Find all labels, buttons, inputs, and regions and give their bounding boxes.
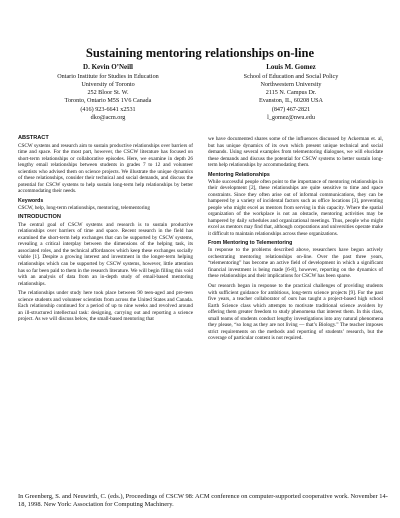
author-name: Louis M. Gomez xyxy=(266,63,316,71)
telementoring-paragraph-1: In response to the problems described above, researchers have begun actively orchestrating mentoring relationships on-line. Over the past three years, “telementoring” has become an active field of development in which a significant financial investment is being made [6-8], however, reporting on the dynamics of these relationships and their implications for CSCW has been sparse. xyxy=(208,247,383,280)
introduction-paragraph-1: The central goal of CSCW systems and research is to sustain productive relationships over barriers of time and space. Recent research in the field has examined the short-term help exchanges that can be supported by CSCW systems, revealing a critical interplay between the dimensions of the helping task, its associated roles, and the technical affordances which keep these exchanges socially viable [1]. Despite a growing interest and investment in the longer-term helping relationships which can be supported by CSCW systems, however, little attention has so far been paid to them in the research literature. We will begin filling this void with an analysis of data from an in-depth study of email-based mentoring relationships. xyxy=(18,221,193,287)
author-email: l_gomez@nwu.edu xyxy=(267,114,315,121)
author-street: 252 Bloor St. W. xyxy=(87,90,129,97)
author-email: dko@acm.org xyxy=(90,114,126,121)
telementoring-heading: From Mentoring to Telementoring xyxy=(208,240,293,247)
paper-title: Sustaining mentoring relationships on-line xyxy=(85,46,315,60)
keywords-heading: Keywords xyxy=(18,197,44,204)
author-phone: (416) 923-6641 x2531 xyxy=(80,106,136,113)
author-city: Evanston, IL, 60208 USA xyxy=(259,98,323,105)
mentoring-relationships-heading: Mentoring Relationships xyxy=(208,171,270,178)
right-column xyxy=(208,136,383,345)
introduction-heading: INTRODUCTION xyxy=(18,214,61,221)
author-street: 2115 N. Campus Dr. xyxy=(265,90,317,97)
author-2 xyxy=(201,63,381,122)
abstract-heading: ABSTRACT xyxy=(18,135,49,141)
author-1 xyxy=(18,63,198,122)
author-affiliation: School of Education and Social Policy xyxy=(243,73,339,80)
telementoring-paragraph-2: Our research began in response to the practical challenges of providing students with sufficient guidance for ambitious, long-term science projects [9]. For the past five years, a teacher collaborator of ours has taught a project-based high school Earth Science class which attempts to motivate traditional science avoiders by offering them greater freedom to study phenomena that interest them. In this class, small teams of students conduct lengthy investigations into any natural phenomena they please, “so long as they are not living — that’s Biology.” The teacher imposes strict requirements on the methods and reporting of students’ research, but the coverage of particular content is not required. xyxy=(208,282,383,342)
author-affiliation: Ontario Institute for Studies in Education xyxy=(57,73,159,80)
author-name: D. Kevin O’Neill xyxy=(83,63,133,71)
left-column xyxy=(18,135,193,326)
proceedings-footer: In Greenberg, S. and Neuwirth, C. (eds.), Proceedings of CSCW 98: ACM conference on computer-supported cooperative work. November 14-18, 1998. New York: Association for Computing Machinery. xyxy=(18,493,388,509)
introduction-paragraph-2: The relationships under study here took place between 90 teen-aged and pre-teen science students and volunteer scientists from across the United States and Canada. Each relationship continued for a period of up to nine weeks and revolved around an ill-structured intellectual task: designing, carrying out and reporting a science project. As we will discuss below, the small-based mentoring that xyxy=(18,290,193,323)
author-university: Northwestern University xyxy=(260,82,322,88)
author-phone: (847) 467-2821 xyxy=(271,106,311,113)
author-university: University of Toronto xyxy=(81,82,135,88)
mentoring-relationships-paragraph: While successful people often point to the importance of mentoring relationships in their development [2], these relationships are quite sensitive to time and space constraints. Since they often arise out of informal communications, they can be hampered by a variety of incidental factors such as office locations [3], preventing people who might excel as mentors from serving in this capacity. Where the spatial organization of the workplace is not an obstacle, mentoring activities may be hampered by daily schedules and organizational meetings. Thus, people who might excel as mentors may find that, although corporations and universities operate make it difficult to maintain relationships across these organizations. xyxy=(208,178,383,237)
abstract-text: CSCW systems and research aim to sustain productive relationships over barriers of time and space. For the most part, however, the CSCW literature has focused on short-term relationships or collaborative episodes. Here, we examine in depth 26 lengthy email relationships between students in grades 7 to 12 and volunteer scientists who advised them on science projects. We illustrate the unique dynamics of these relationships, consider their technical and social demands, and discuss the potential for CSCW systems to help sustain long-term help relationships by better accommodating their needs. xyxy=(18,142,193,195)
author-city: Toronto, Ontario M5S 1V6 Canada xyxy=(64,98,152,105)
continued-paragraph: we have documented shares some of the influences discussed by Ackerman et. al, but has unique dynamics of its own which present unique technical and social demands. Using several examples from telementoring dialogues, we will elucidate these demands and discuss the potential for CSCW systems to better sustain long-term help relationships by accommodating them. xyxy=(208,136,383,169)
keywords-text: CSCW, help, long-term relationships, mentoring, telementoring xyxy=(18,204,150,211)
